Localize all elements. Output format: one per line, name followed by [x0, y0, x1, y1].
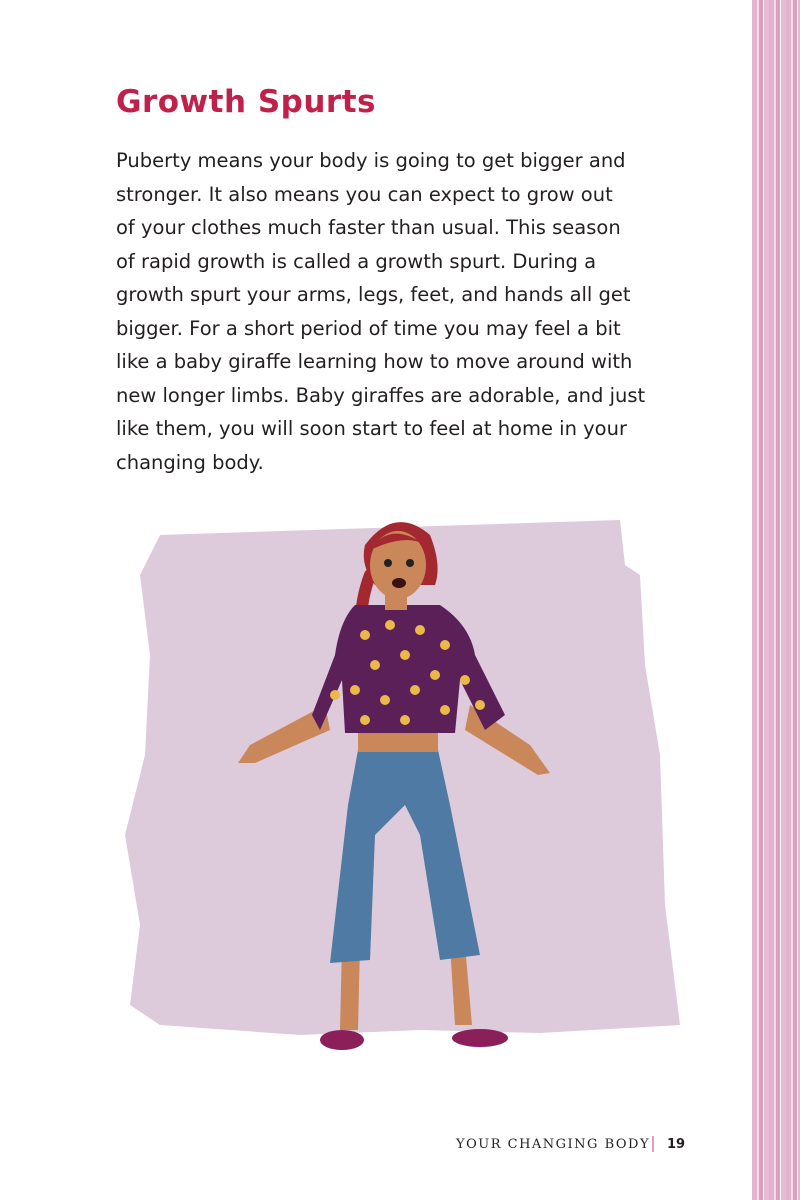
text-line: of rapid growth is called a growth spurt. During a — [116, 249, 597, 273]
text-line: like a baby giraffe learning how to move around with — [116, 350, 633, 373]
page-number: 19 — [667, 1137, 686, 1152]
text-line: growth spurt your arms, legs, feet, and hands all get — [116, 283, 631, 306]
running-head: YOUR CHANGING BODY — [456, 1137, 651, 1152]
text-line: bigger. For a short period of time you may feel a bit — [116, 316, 621, 340]
decorative-edge-stripe — [752, 0, 800, 1200]
text-line: new longer limbs. Baby giraffes are adorable, and just — [116, 383, 646, 407]
text-line: changing body. — [116, 450, 264, 474]
body-paragraph — [116, 144, 676, 479]
girl-illustration — [120, 505, 680, 1065]
text-line: of your clothes much faster than usual. This season — [116, 216, 621, 239]
page-title: Growth Spurts — [116, 84, 376, 120]
text-line: like them, you will soon start to feel at home in your — [116, 417, 627, 440]
text-line: Puberty means your body is going to get bigger and — [116, 149, 626, 172]
footer-divider — [652, 1136, 654, 1152]
text-line: stronger. It also means you can expect to grow out — [116, 182, 613, 206]
